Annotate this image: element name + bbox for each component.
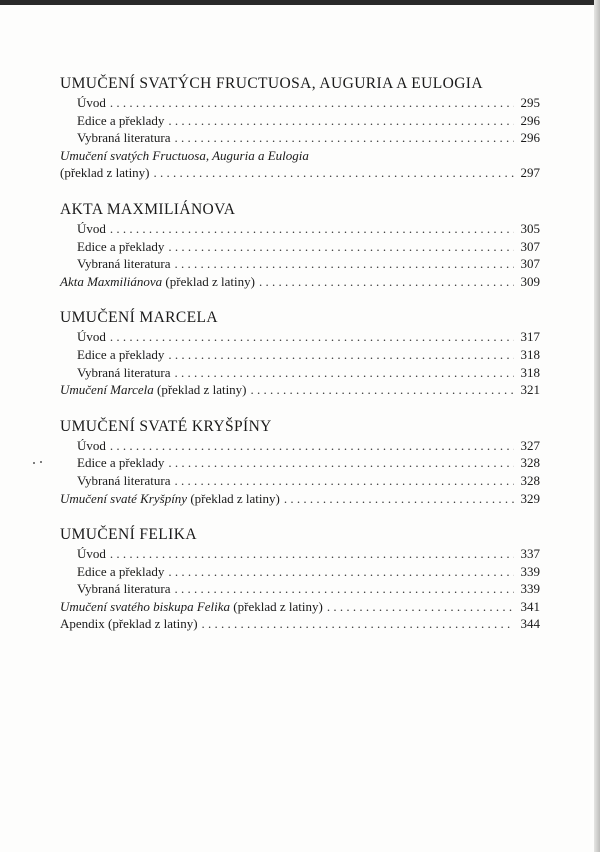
leader-dots — [110, 437, 514, 455]
translation-note: (překlad z latiny) — [162, 273, 255, 289]
leader-dots — [284, 490, 514, 508]
leader-dots — [174, 364, 514, 382]
entry-label — [60, 598, 323, 616]
page-number: 328 — [520, 472, 540, 488]
entry-label: Vybraná literatura — [77, 581, 171, 597]
toc-entry[interactable] — [60, 220, 540, 238]
page-number: 305 — [520, 220, 540, 236]
entry-label: Edice a překlady — [77, 112, 165, 128]
translation-title: Umučení svaté Kryšpíny — [60, 490, 188, 506]
leader-dots — [174, 129, 514, 147]
page-number: 297 — [520, 165, 540, 181]
translation-note: (překlad z latiny) — [153, 382, 247, 398]
toc-entry[interactable] — [60, 94, 540, 112]
section-heading: UMUČENÍ SVATÉ KRYŠPÍNY — [60, 417, 272, 435]
leader-dots — [154, 164, 514, 182]
entry-label: Vybraná literatura — [77, 256, 171, 272]
page-number: 317 — [520, 329, 540, 345]
page-number: 339 — [520, 563, 540, 579]
page-number: 296 — [520, 112, 540, 128]
leader-dots — [251, 381, 514, 399]
toc-entry[interactable] — [60, 545, 540, 563]
translation-title: Umučení svatého biskupa Felika — [60, 598, 231, 614]
page-number: 344 — [520, 616, 540, 632]
translation-title: Umučení Marcela — [60, 382, 154, 398]
section-heading: UMUČENÍ MARCELA — [60, 309, 218, 327]
leader-dots — [168, 563, 514, 581]
leader-dots — [168, 346, 514, 364]
leader-dots — [202, 615, 514, 633]
toc-entry-translation[interactable] — [60, 490, 540, 508]
entry-label — [60, 490, 280, 508]
toc-entry[interactable] — [60, 563, 540, 581]
leader-dots — [174, 472, 514, 490]
page-number: 341 — [520, 598, 540, 614]
toc-section — [60, 417, 540, 507]
toc-section — [60, 308, 540, 398]
entry-label: Edice a překlady — [77, 346, 165, 362]
leader-dots — [327, 598, 514, 616]
toc-entry[interactable] — [60, 328, 540, 346]
right-page-edge — [594, 0, 600, 852]
page-number: 309 — [520, 273, 540, 289]
toc-entry[interactable] — [60, 238, 540, 256]
entry-label: Edice a překlady — [77, 563, 165, 579]
entry-label: Vybraná literatura — [77, 472, 171, 488]
translation-title: Akta Maxmiliánova — [60, 273, 163, 289]
leader-dots — [259, 273, 514, 291]
page-number: 337 — [520, 546, 540, 562]
page-number: 318 — [520, 346, 540, 362]
toc-entry-translation[interactable] — [60, 598, 540, 616]
leader-dots — [110, 94, 514, 112]
toc-entry-translation[interactable] — [60, 381, 540, 399]
scan-speck — [33, 462, 35, 464]
page-number: 296 — [520, 130, 540, 146]
entry-label: (překlad z latiny) — [60, 165, 150, 181]
toc-entry-appendix[interactable] — [60, 615, 540, 633]
toc-entry[interactable] — [60, 580, 540, 598]
toc-entry[interactable] — [60, 112, 540, 130]
entry-label: Vybraná literatura — [77, 364, 171, 380]
toc-section — [60, 200, 540, 290]
leader-dots — [174, 580, 514, 598]
entry-label: Edice a překlady — [77, 238, 165, 254]
page-number: 318 — [520, 364, 540, 380]
leader-dots — [110, 545, 514, 563]
entry-label: Úvod — [77, 546, 106, 562]
toc-entry[interactable] — [60, 472, 540, 490]
leader-dots — [168, 112, 514, 130]
table-of-contents — [60, 74, 540, 633]
page-number: 329 — [520, 490, 540, 506]
translation-title[interactable]: Umučení svatých Fructuosa, Auguria a Eulogia — [60, 147, 309, 163]
translation-note: (překlad z latiny) — [187, 490, 280, 506]
entry-label: Vybraná literatura — [77, 130, 171, 146]
entry-label: Edice a překlady — [77, 455, 165, 471]
entry-label: Úvod — [77, 220, 106, 236]
page-number: 295 — [520, 95, 540, 110]
scan-speck — [40, 461, 42, 463]
toc-entry[interactable] — [60, 364, 540, 382]
entry-label: Úvod — [77, 329, 106, 345]
leader-dots — [174, 255, 514, 273]
page-number: 307 — [520, 238, 540, 254]
toc-section — [60, 525, 540, 633]
translation-note: (překlad z latiny) — [230, 598, 323, 614]
section-heading: AKTA MAXMILIÁNOVA — [60, 200, 236, 218]
entry-label: Úvod — [77, 437, 106, 453]
leader-dots — [110, 220, 514, 238]
toc-entry[interactable] — [60, 454, 540, 472]
page-number: 321 — [520, 382, 540, 398]
page-number: 339 — [520, 581, 540, 597]
section-heading: UMUČENÍ SVATÝCH FRUCTUOSA, AUGURIA A EULOGIA — [60, 75, 483, 92]
section-heading: UMUČENÍ FELIKA — [60, 526, 197, 544]
top-edge-shadow — [0, 0, 600, 5]
leader-dots — [168, 238, 514, 256]
entry-label — [60, 381, 247, 399]
entry-label — [60, 273, 255, 291]
toc-section — [60, 74, 540, 182]
toc-entry-translation[interactable] — [60, 273, 540, 291]
toc-entry[interactable] — [60, 437, 540, 455]
toc-entry[interactable] — [60, 255, 540, 273]
leader-dots — [168, 454, 514, 472]
toc-entry-translation[interactable] — [60, 164, 540, 182]
entry-label: Úvod — [77, 95, 106, 110]
toc-entry[interactable] — [60, 129, 540, 147]
page-number: 307 — [520, 256, 540, 272]
leader-dots — [110, 328, 514, 346]
page-number: 328 — [520, 455, 540, 471]
page-number: 327 — [520, 437, 540, 453]
toc-entry[interactable] — [60, 346, 540, 364]
entry-label: Apendix (překlad z latiny) — [60, 616, 198, 632]
